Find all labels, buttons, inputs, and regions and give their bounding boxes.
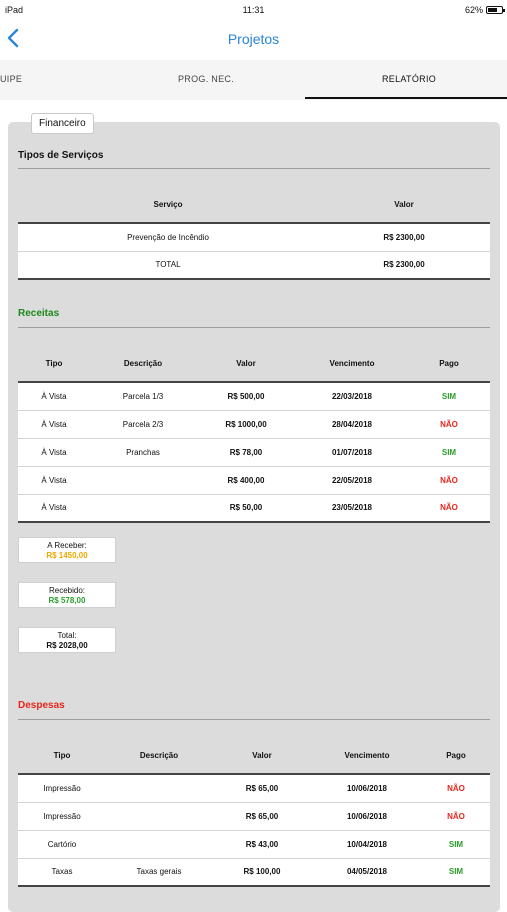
column-header: Vencimento xyxy=(296,346,408,382)
valor-cell: R$ 65,00 xyxy=(212,802,312,830)
a-receber-box xyxy=(18,537,116,563)
table-row xyxy=(18,802,490,830)
panel-legend: Financeiro xyxy=(31,113,94,134)
table-row xyxy=(18,251,490,279)
table-row xyxy=(18,774,490,802)
recebido-label: Recebido: xyxy=(48,586,86,595)
vencimento-cell: 23/05/2018 xyxy=(296,494,408,522)
service-value: R$ 2300,00 xyxy=(318,251,490,279)
column-header: Pago xyxy=(408,346,490,382)
divider xyxy=(18,327,490,328)
vencimento-cell: 10/06/2018 xyxy=(312,774,422,802)
column-header: Tipo xyxy=(18,738,106,774)
a-receber-label: A Receber: xyxy=(47,541,87,550)
service-value: R$ 2300,00 xyxy=(318,223,490,251)
tab-bar xyxy=(0,60,507,100)
services-title: Tipos de Serviços xyxy=(18,150,104,161)
total-value: R$ 2028,00 xyxy=(46,641,88,650)
vencimento-cell: 28/04/2018 xyxy=(296,410,408,438)
vencimento-cell: 10/06/2018 xyxy=(312,802,422,830)
valor-cell: R$ 500,00 xyxy=(196,382,296,410)
tipo-cell: Taxas xyxy=(18,858,106,886)
column-header: Descrição xyxy=(106,738,212,774)
recebido-box xyxy=(18,582,116,608)
vencimento-cell: 22/05/2018 xyxy=(296,466,408,494)
column-header: Descrição xyxy=(90,346,196,382)
battery-percent: 62% xyxy=(464,5,483,15)
table-row xyxy=(18,858,490,886)
clock: 11:31 xyxy=(242,5,265,15)
receitas-table xyxy=(18,346,490,523)
valor-cell: R$ 50,00 xyxy=(196,494,296,522)
column-header: Vencimento xyxy=(312,738,422,774)
pago-cell: NÃO xyxy=(408,494,490,522)
receitas-title: Receitas xyxy=(18,308,60,319)
recebido-value: R$ 578,00 xyxy=(48,596,86,605)
services-table xyxy=(18,187,490,280)
vencimento-cell: 01/07/2018 xyxy=(296,438,408,466)
descricao-cell xyxy=(90,466,196,494)
tipo-cell: Impressão xyxy=(18,802,106,830)
despesas-table xyxy=(18,738,490,887)
descricao-cell xyxy=(106,802,212,830)
status-bar xyxy=(0,0,507,20)
valor-cell: R$ 78,00 xyxy=(196,438,296,466)
column-header: Valor xyxy=(212,738,312,774)
battery-status xyxy=(465,5,503,15)
vencimento-cell: 04/05/2018 xyxy=(312,858,422,886)
table-row xyxy=(18,494,490,522)
tipo-cell: À Vista xyxy=(18,466,90,494)
descricao-cell xyxy=(106,774,212,802)
tipo-cell: À Vista xyxy=(18,494,90,522)
tipo-cell: Cartório xyxy=(18,830,106,858)
valor-cell: R$ 43,00 xyxy=(212,830,312,858)
total-box xyxy=(18,627,116,653)
pago-cell: NÃO xyxy=(422,802,490,830)
divider xyxy=(18,168,490,169)
valor-cell: R$ 100,00 xyxy=(212,858,312,886)
vencimento-cell: 22/03/2018 xyxy=(296,382,408,410)
service-name: TOTAL xyxy=(18,251,318,279)
descricao-cell xyxy=(90,494,196,522)
pago-cell: NÃO xyxy=(422,774,490,802)
valor-cell: R$ 400,00 xyxy=(196,466,296,494)
device-label: iPad xyxy=(5,5,24,15)
tab-equipe[interactable]: UIPE xyxy=(0,74,23,84)
pago-cell: SIM xyxy=(422,830,490,858)
descricao-cell xyxy=(106,830,212,858)
battery-icon xyxy=(486,6,503,14)
tipo-cell: À Vista xyxy=(18,382,90,410)
descricao-cell: Parcela 2/3 xyxy=(90,410,196,438)
a-receber-value: R$ 1450,00 xyxy=(46,551,88,560)
column-header: Valor xyxy=(196,346,296,382)
pago-cell: SIM xyxy=(408,382,490,410)
descricao-cell: Pranchas xyxy=(90,438,196,466)
page-title: Projetos xyxy=(227,31,280,47)
tab-prog-nec[interactable]: PROG. NEC. xyxy=(178,74,235,84)
pago-cell: NÃO xyxy=(408,410,490,438)
tipo-cell: À Vista xyxy=(18,438,90,466)
table-row xyxy=(18,223,490,251)
active-tab-indicator xyxy=(305,97,507,99)
pago-cell: NÃO xyxy=(408,466,490,494)
pago-cell: SIM xyxy=(408,438,490,466)
divider xyxy=(18,719,490,720)
valor-cell: R$ 1000,00 xyxy=(196,410,296,438)
total-label: Total: xyxy=(57,631,77,640)
navigation-bar xyxy=(0,20,507,60)
valor-cell: R$ 65,00 xyxy=(212,774,312,802)
column-header: Serviço xyxy=(18,187,318,223)
table-row xyxy=(18,410,490,438)
column-header: Valor xyxy=(318,187,490,223)
column-header: Tipo xyxy=(18,346,90,382)
table-row xyxy=(18,466,490,494)
tipo-cell: Impressão xyxy=(18,774,106,802)
descricao-cell: Parcela 1/3 xyxy=(90,382,196,410)
tipo-cell: À Vista xyxy=(18,410,90,438)
table-row xyxy=(18,438,490,466)
column-header: Pago xyxy=(422,738,490,774)
despesas-title: Despesas xyxy=(18,700,65,711)
table-row xyxy=(18,830,490,858)
descricao-cell: Taxas gerais xyxy=(106,858,212,886)
table-row xyxy=(18,382,490,410)
tab-relatorio[interactable]: RELATÓRIO xyxy=(382,74,437,84)
vencimento-cell: 10/04/2018 xyxy=(312,830,422,858)
pago-cell: SIM xyxy=(422,858,490,886)
service-name: Prevenção de Incêndio xyxy=(18,223,318,251)
